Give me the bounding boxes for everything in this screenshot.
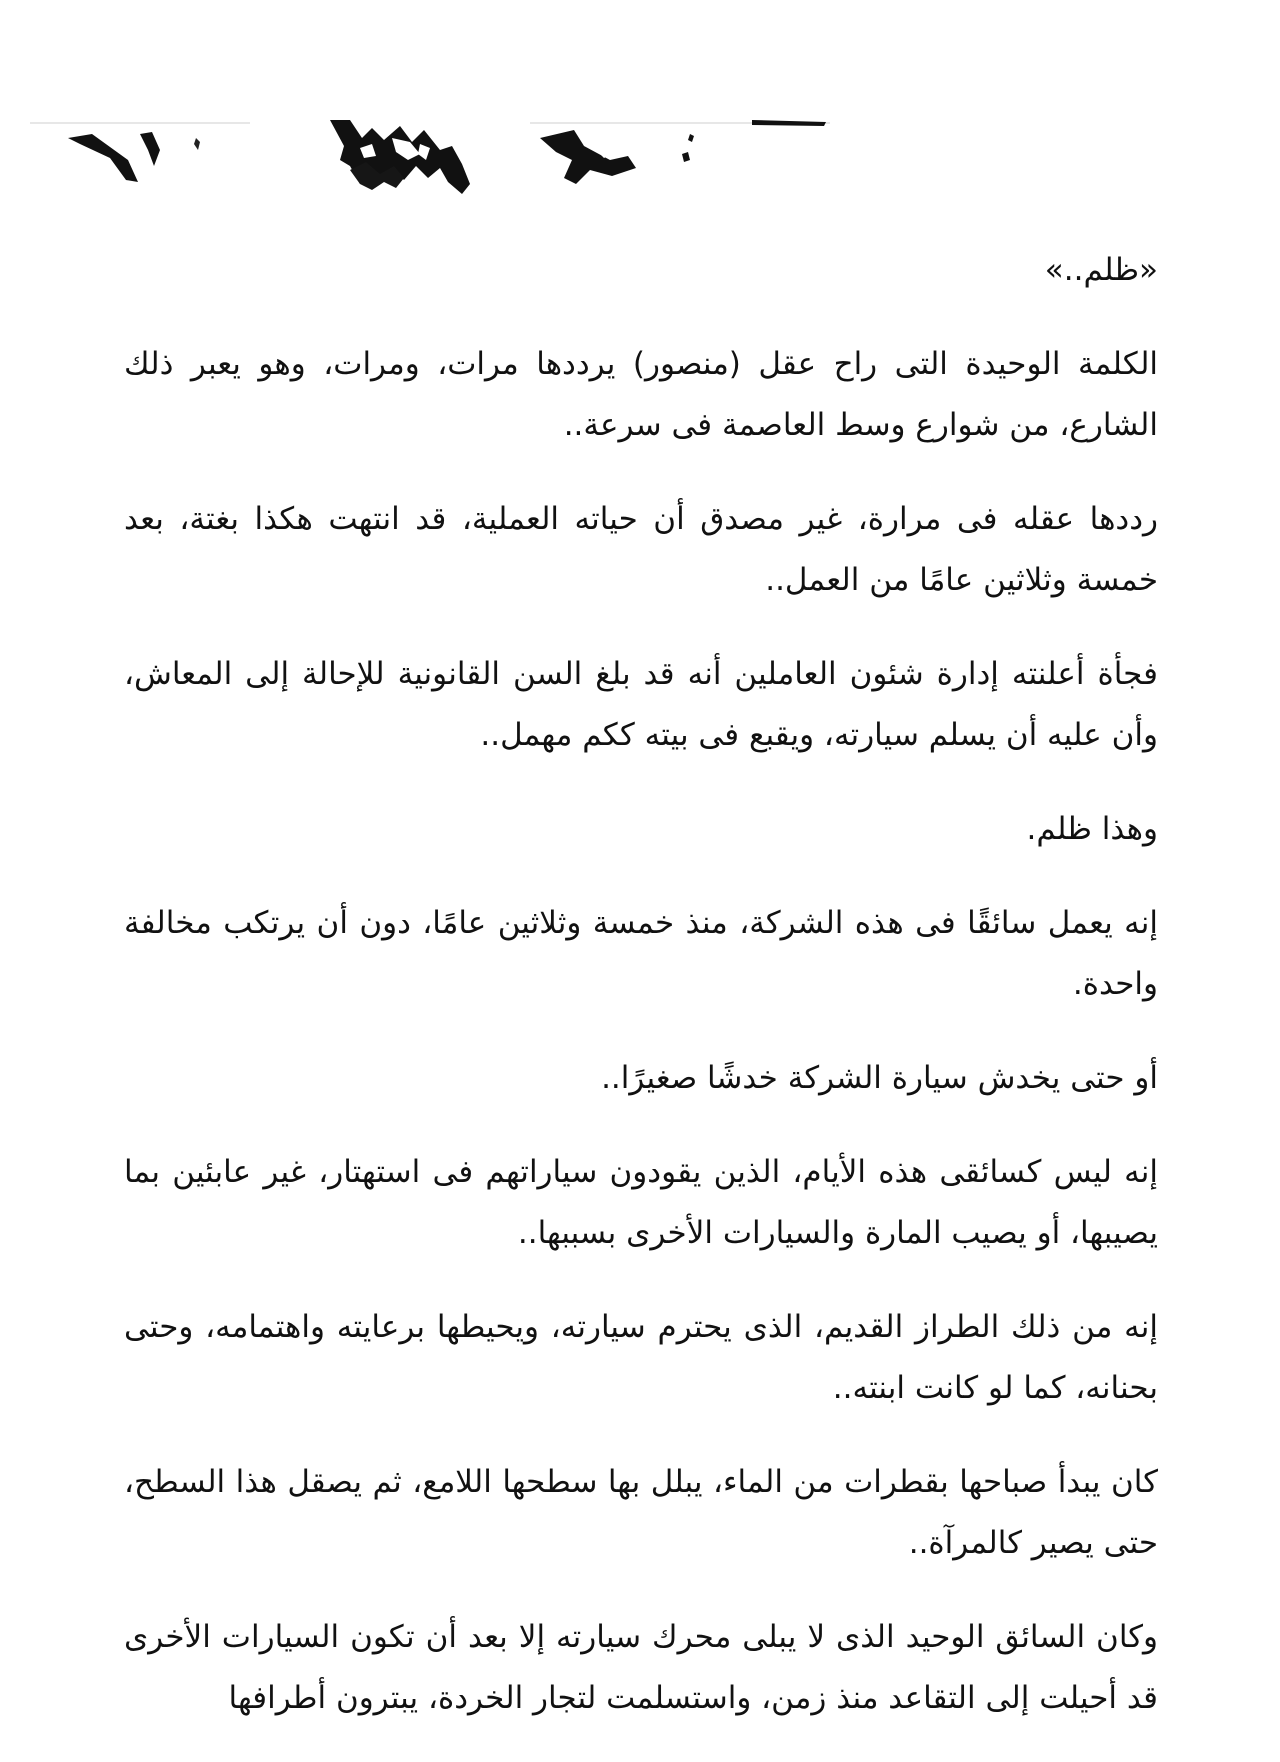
paragraph: كان يبدأ صباحها بقطرات من الماء، يبلل بها سطحها اللامع، ثم يصقل هذا السطح، حتى يصير كالمرآة.. [124,1464,1158,1561]
paragraph: أو حتى يخدش سيارة الشركة خدشًا صغيرًا.. [601,1060,1158,1096]
calligraphy-header-fragment-icon [0,120,1280,215]
paragraph: وكان السائق الوحيد الذى لا يبلى محرك سيارته إلا بعد أن تكون السيارات الأخرى قد أحيلت إلى التقاعد منذ زمن، واستسلمت لتجار الخردة، يبترون أطرافها [124,1619,1158,1716]
paragraph: وهذا ظلم. [1026,811,1158,847]
paragraph: فجأة أعلنته إدارة شئون العاملين أنه قد بلغ السن القانونية للإحالة إلى المعاش، وأن عليه أن يسلم سيارته، ويقبع فى بيته ككم مهمل.. [124,656,1158,753]
paragraph: إنه يعمل سائقًا فى هذه الشركة، منذ خمسة وثلاثين عامًا، دون أن يرتكب مخالفة واحدة. [124,905,1158,1002]
paragraph: رددها عقله فى مرارة، غير مصدق أن حياته العملية، قد انتهت هكذا بغتة، بعد خمسة وثلاثين عامًا من العمل.. [124,501,1158,598]
story-body [124,240,1158,1762]
header-calligraphy-fragment [0,120,1280,215]
paragraph: الكلمة الوحيدة التى راح عقل (منصور) يرددها مرات، ومرات، وهو يعبر ذلك الشارع، من شوارع وسط العاصمة فى سرعة.. [124,346,1158,443]
paragraph-opening-quote: «ظلم..» [1044,252,1158,288]
paragraph: إنه ليس كسائقى هذه الأيام، الذين يقودون سياراتهم فى استهتار، غير عابئين بما يصيبها، أو يصيب المارة والسيارات الأخرى بسببها.. [124,1154,1158,1251]
paragraph: إنه من ذلك الطراز القديم، الذى يحترم سيارته، ويحيطها برعايته واهتمامه، وحتى بحنانه، كما لو كانت ابنته.. [124,1309,1158,1406]
